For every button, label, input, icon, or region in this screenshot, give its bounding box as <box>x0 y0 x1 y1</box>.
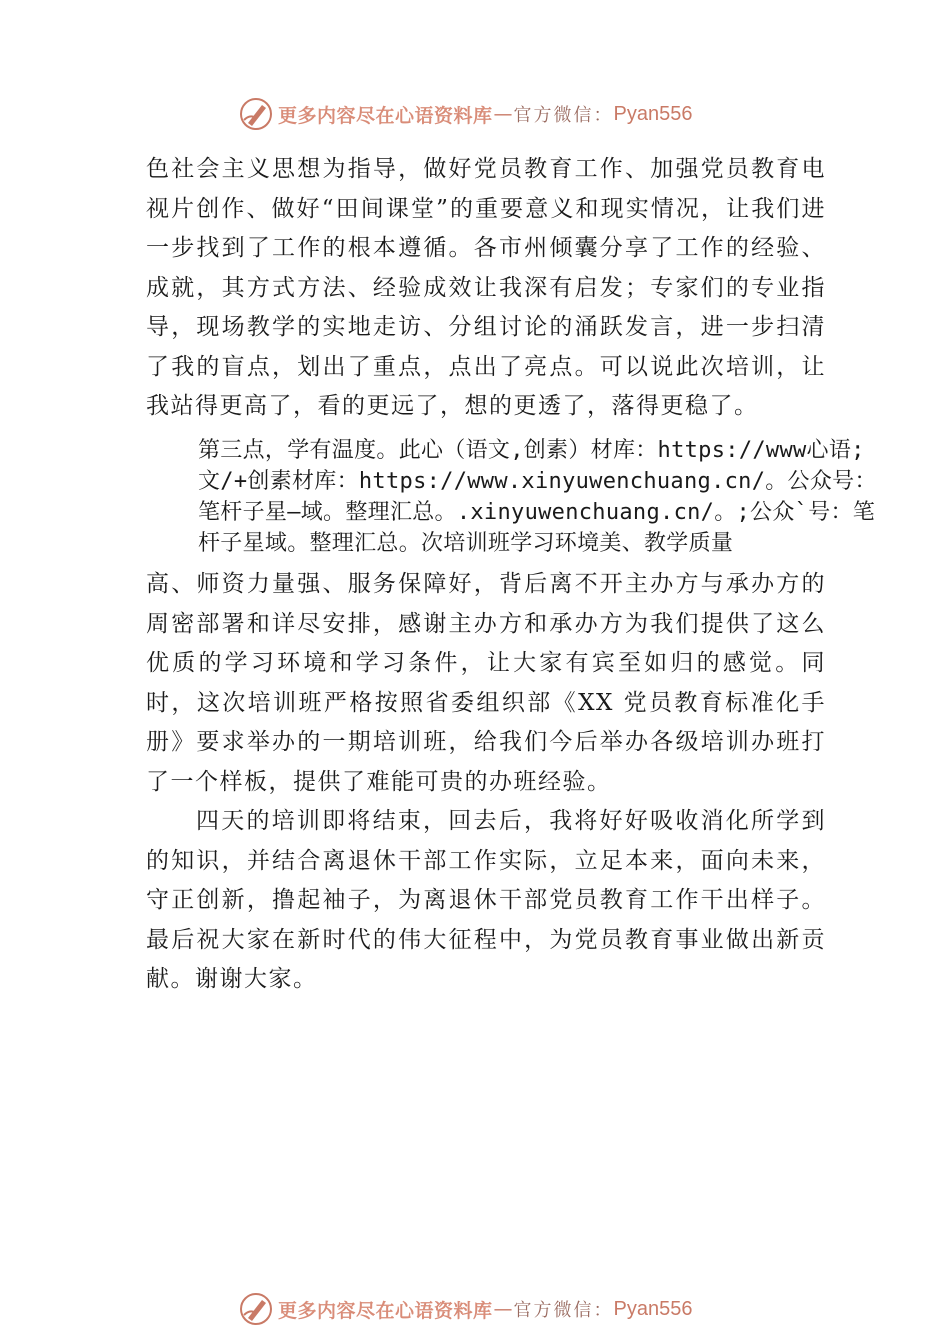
paragraph-2: 第三点，学有温度。此心（语文,创素）材库：https://www心语;文/+创素材库：https://www.xinyuwenchuang.cn/。公众号：笔杆子星—域。整理汇总。.xinyuwenchuang.cn/。;公众`号：笔杆子星域。整理汇总。次培训班学习环境美、教学质量 <box>198 437 877 557</box>
banner-main-text: 更多内容尽在心语资料库 <box>278 1299 493 1322</box>
footer-banner <box>238 1289 728 1329</box>
banner-label: 官方微信： <box>513 1300 614 1321</box>
paragraph-4: 四天的培训即将结束，回去后，我将好好吸收消化所学到的知识，并结合离退休干部工作实际，立足本来，面向未来，守正创新，撸起袖子，为离退休干部党员教育工作干出样子。最后祝大家在新时代的伟大征程中，为党员教育事业做出新贡献。谢谢大家。 <box>146 808 826 993</box>
pen-circle-logo-icon <box>238 1291 274 1327</box>
banner-dash: — <box>493 103 513 125</box>
paragraph-3: 高、师资力量强、服务保障好，背后离不开主办方与承办方的周密部署和详尽安排，感谢主办方和承办方为我们提供了这么优质的学习环境和学习条件，让大家有宾至如归的感觉。同时，这次培训班严格按照省委组织部《XX 党员教育标准化手册》要求举办的一期培训班，给我们今后举办各级培训办班打了一个样板，提供了难能可贵的办班经验。 <box>146 571 826 795</box>
document-body <box>146 150 877 1000</box>
banner-main-text: 更多内容尽在心语资料库 <box>278 104 493 127</box>
banner-label: 官方微信： <box>513 105 614 126</box>
pen-circle-logo-icon <box>238 96 274 132</box>
banner-wechat-id: Pyan556 <box>613 1297 693 1320</box>
banner-wechat-id: Pyan556 <box>613 102 693 125</box>
header-banner <box>238 94 728 134</box>
banner-dash: — <box>493 1298 513 1320</box>
paragraph-1: 色社会主义思想为指导，做好党员教育工作、加强党员教育电视片创作、做好“田间课堂”的重要意义和现实情况，让我们进一步找到了工作的根本遵循。各市州倾囊分享了工作的经验、成就，其方式方法、经验成效让我深有启发；专家们的专业指导，现场教学的实地走访、分组讨论的涌跃发言，进一步扫清了我的盲点，划出了重点，点出了亮点。可以说此次培训，让我站得更高了，看的更远了，想的更透了，落得更稳了。 <box>146 156 826 419</box>
